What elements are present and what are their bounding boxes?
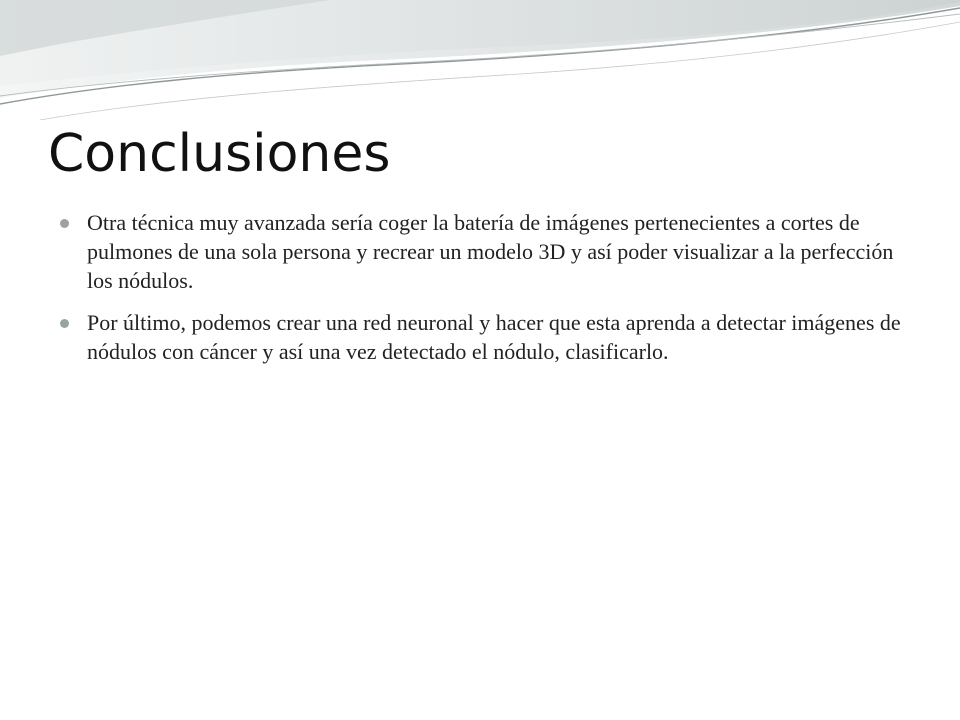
bullet-list (60, 208, 920, 379)
bullet-dot-icon (60, 219, 69, 228)
bullet-dot-icon (60, 319, 69, 328)
bullet-item (60, 208, 920, 295)
header-wave-decoration (0, 0, 960, 120)
bullet-text: Otra técnica muy avanzada sería coger la batería de imágenes pertenecientes a cortes de pulmones de una sola persona y recrear un modelo 3D y así poder visualizar a la perfección los nódulos. (87, 210, 894, 293)
bullet-item (60, 308, 920, 366)
bullet-text: Por último, podemos crear una red neuronal y hacer que esta aprenda a detectar imágenes de nódulos con cáncer y así una vez detectado el nódulo, clasificarlo. (87, 310, 901, 364)
slide-title: Conclusiones (48, 124, 391, 184)
